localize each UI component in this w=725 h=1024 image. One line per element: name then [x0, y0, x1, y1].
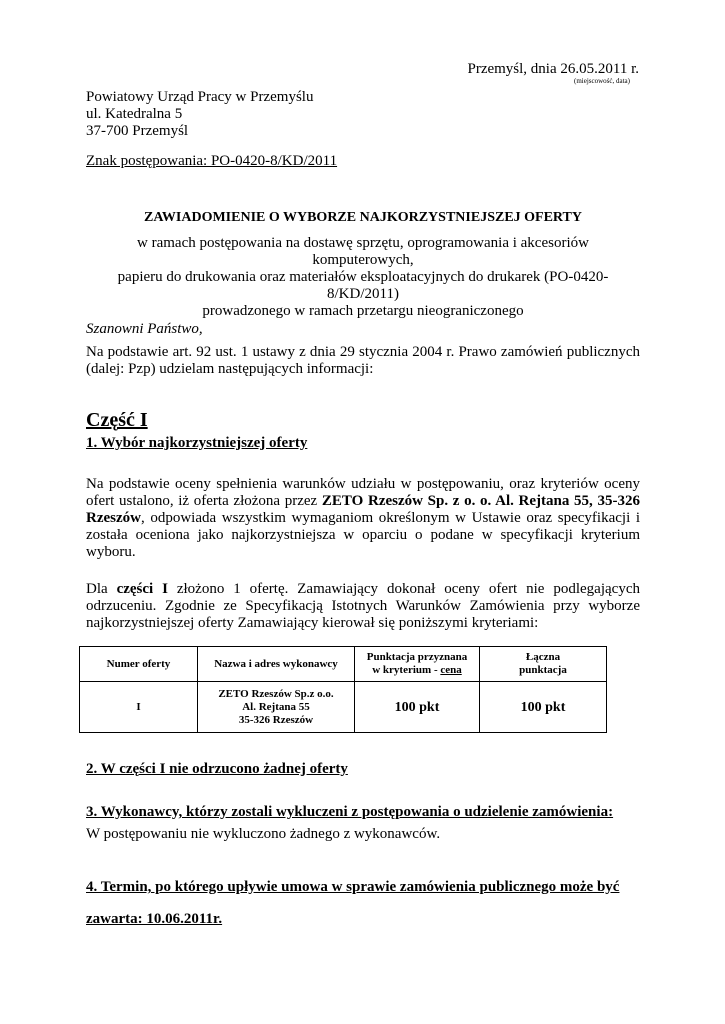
date-line: Przemyśl, dnia 26.05.2011 r. — [467, 61, 639, 77]
subtitle-line: papieru do drukowania oraz materiałów eksploatacyjnych do drukarek (PO-0420-8/KD/2011) — [117, 269, 609, 302]
text-span: , odpowiada wszystkim wymaganiom określonym w Ustawie oraz specyfikacji i została oceniona jako najkorzystniejsza w oparciu o podane w specyfikacji kryterium wyboru. — [86, 510, 640, 560]
offers-table — [79, 646, 607, 733]
section-3-text: W postępowaniu nie wykluczono żadnego z wykonawców. — [86, 826, 441, 842]
criterion-name: cena — [440, 664, 462, 676]
case-reference: Znak postępowania: PO-0420-8/KD/2011 — [86, 153, 338, 169]
intro-paragraph: Na podstawie art. 92 ust. 1 ustawy z dnia 29 stycznia 2004 r. Prawo zamówień publicznych (dalej: Pzp) udzielam następujących informacji: — [86, 344, 640, 377]
section-1-paragraph-2 — [86, 581, 640, 632]
header-offer-number: Numer oferty — [80, 647, 198, 682]
subtitle-line: prowadzonego w ramach przetargu nieograniczonego — [202, 303, 524, 319]
salutation: Szanowni Państwo, — [86, 321, 203, 337]
text-span: złożono 1 ofertę. Zamawiający dokonał oceny ofert nie podlegających odrzuceniu. Zgodnie ze Specyfikacją Istotnych Warunków Zamówienia przy wyborze najkorzystniejszej oferty Zamawiający kierował się poniższymi kryteriami: — [86, 581, 640, 631]
header-score-line1: Punktacja przyznana — [366, 651, 468, 663]
recipient-address — [86, 89, 313, 140]
address-line: Powiatowy Urząd Pracy w Przemyślu — [86, 89, 314, 105]
contractor-line: 35-326 Rzeszów — [238, 713, 314, 726]
section-4-heading-line1: 4. Termin, po którego upływie umowa w sprawie zamówienia publicznego może być — [86, 879, 620, 895]
contractor-line: ZETO Rzeszów Sp.z o.o. — [218, 687, 334, 700]
section-1-heading: 1. Wybór najkorzystniejszej oferty — [86, 435, 308, 451]
address-line: 37-700 Przemyśl — [86, 123, 189, 139]
table-header-row — [80, 647, 607, 682]
header-score-line2 — [358, 664, 476, 677]
section-3-heading: 3. Wykonawcy, którzy zostali wykluczeni z postępowania o udzielenie zamówienia: — [86, 804, 614, 820]
text-span: Na podstawie oceny spełnienia warunków udziału w postępowaniu, oraz kryteriów oceny ofert ustalono, iż oferta złożona przez — [86, 476, 640, 509]
text-span: Dla — [86, 581, 117, 597]
header-total — [480, 647, 607, 682]
contractor-line: Al. Rejtana 55 — [242, 700, 310, 713]
winner-name: ZETO Rzeszów Sp. z o. o. Al. Rejtana 55, 35-326 Rzeszów — [86, 493, 640, 526]
table-row — [80, 682, 607, 733]
header-contractor: Nazwa i adres wykonawcy — [198, 647, 355, 682]
section-4-heading-line2: zawarta: 10.06.2011r. — [86, 911, 223, 927]
cell-contractor — [198, 682, 355, 733]
document-subtitle — [86, 235, 640, 320]
part-title: Część I — [86, 409, 148, 431]
subtitle-line: w ramach postępowania na dostawę sprzętu, oprogramowania i akcesoriów komputerowych, — [137, 235, 589, 268]
header-score — [355, 647, 480, 682]
part-reference: części I — [116, 581, 168, 597]
header-total-line1: Łączna — [525, 651, 561, 663]
section-1-paragraph-1 — [86, 476, 640, 561]
address-line: ul. Katedralna 5 — [86, 106, 183, 122]
header-total-line2: punktacja — [519, 664, 567, 676]
document-title: ZAWIADOMIENIE O WYBORZE NAJKORZYSTNIEJSZEJ OFERTY — [144, 210, 582, 225]
section-2-heading: 2. W części I nie odrzucono żadnej oferty — [86, 761, 348, 777]
cell-total: 100 pkt — [480, 682, 607, 733]
cell-offer-number: I — [80, 682, 198, 733]
cell-score: 100 pkt — [355, 682, 480, 733]
date-hint: (miejscowość, data) — [574, 77, 630, 85]
text-span: w kryterium - — [372, 664, 441, 676]
